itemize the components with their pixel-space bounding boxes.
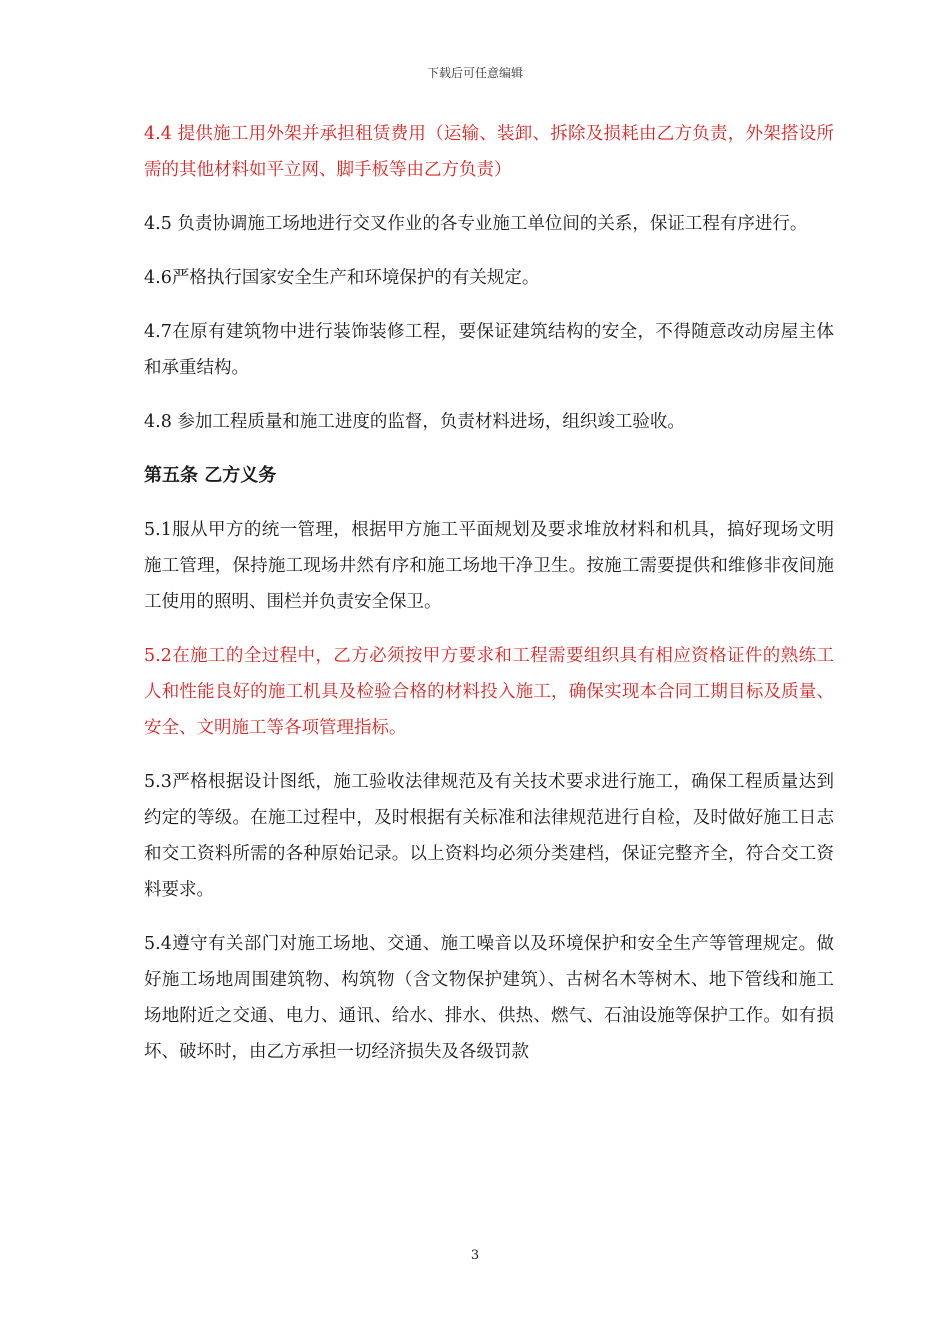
clause-5-2: 5.2在施工的全过程中，乙方必须按甲方要求和工程需要组织具有相应资格证件的熟练工人和性能良好的施工机具及检验合格的材料投入施工，确保实现本合同工期目标及质量、安全、文明施工等各项管理指标。	[144, 646, 834, 738]
clause-4-4: 4.4 提供施工用外架并承担租赁费用（运输、装卸、拆除及损耗由乙方负责，外架搭设所需的其他材料如平立网、脚手板等由乙方负责）	[144, 124, 834, 180]
clause-5-3: 5.3严格根据设计图纸，施工验收法律规范及有关技术要求进行施工，确保工程质量达到约定的等级。在施工过程中，及时根据有关标准和法律规范进行自检，及时做好施工日志和交工资料所需的各种原始记录。以上资料均必须分类建档，保证完整齐全，符合交工资料要求。	[144, 772, 834, 900]
section-heading: 第五条 乙方义务	[144, 465, 277, 486]
clause-4-7: 4.7在原有建筑物中进行装饰装修工程，要保证建筑结构的安全，不得随意改动房屋主体和承重结构。	[144, 322, 834, 378]
clause-4-5: 4.5 负责协调施工场地进行交叉作业的各专业施工单位间的关系，保证工程有序进行。	[144, 214, 808, 234]
page-number: 3	[470, 1248, 480, 1263]
clause-4-8: 4.8 参加工程质量和施工进度的监督，负责材料进场，组织竣工验收。	[144, 412, 685, 432]
document-body	[144, 116, 834, 1088]
clause-5-1: 5.1服从甲方的统一管理，根据甲方施工平面规划及要求堆放材料和机具，搞好现场文明施工管理，保持施工现场井然有序和施工场地干净卫生。按施工需要提供和维修非夜间施工使用的照明、围栏并负责安全保卫。	[144, 520, 834, 612]
clause-5-4: 5.4遵守有关部门对施工场地、交通、施工噪音以及环境保护和安全生产等管理规定。做好施工场地周围建筑物、构筑物（含文物保护建筑）、古树名木等树木、地下管线和施工场地附近之交通、电力、通讯、给水、排水、供热、燃气、石油设施等保护工作。如有损坏、破坏时，由乙方承担一切经济损失及各级罚款	[144, 934, 834, 1062]
clause-4-6: 4.6严格执行国家安全生产和环境保护的有关规定。	[144, 268, 540, 288]
page-header: 下载后可任意编辑	[426, 66, 523, 80]
